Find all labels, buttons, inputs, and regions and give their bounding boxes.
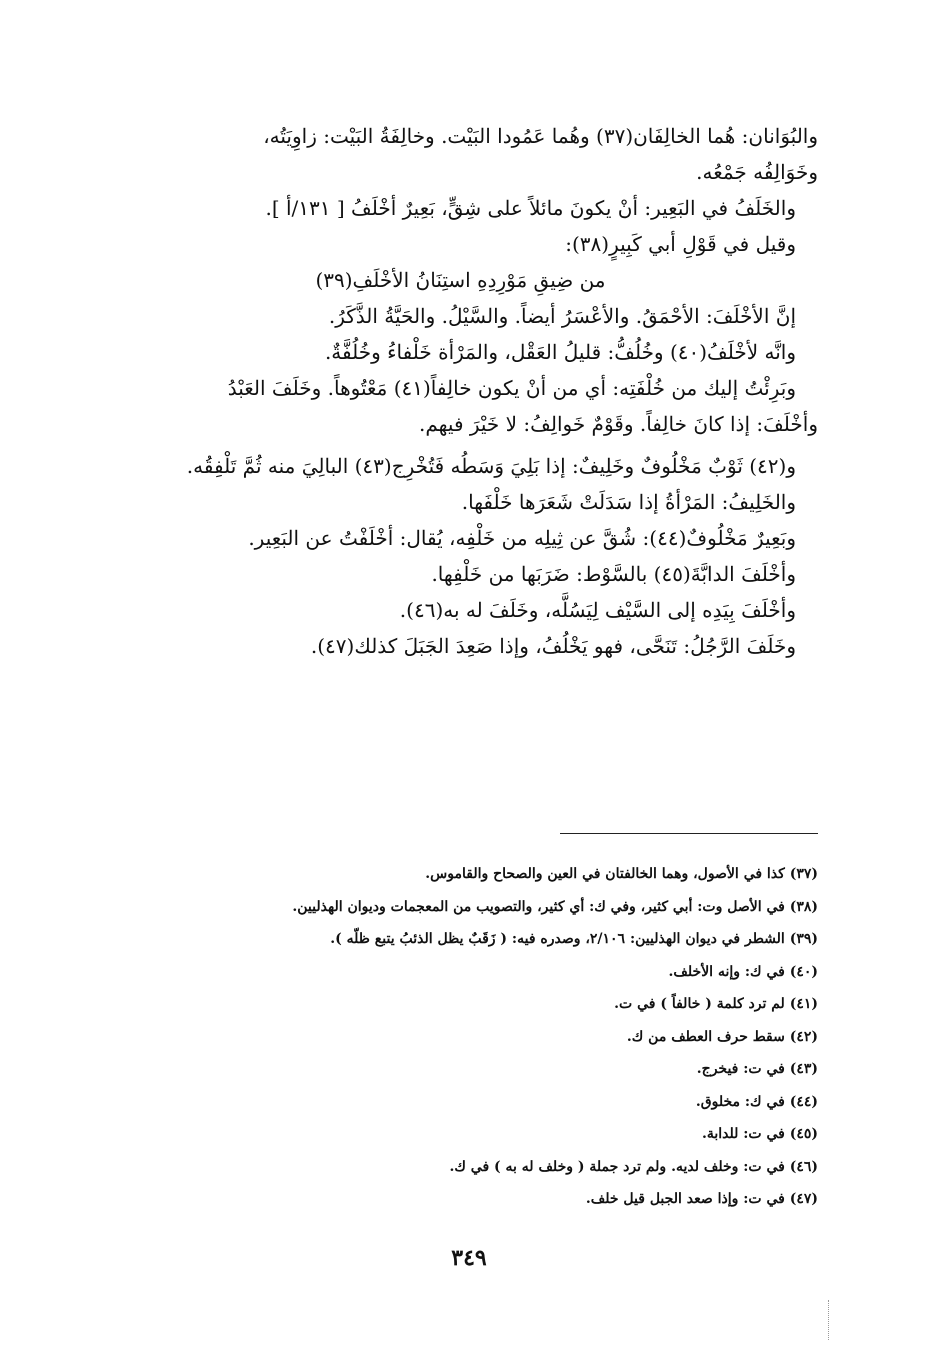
footnote: (٤٦) في ت: وخلف لديه. ولم ترد جملة ( وخلف له به ) في ك. (449, 1158, 818, 1175)
footnotes (113, 858, 818, 1216)
main-text (113, 118, 818, 664)
text-line: والخَلَفُ في البَعِير: أنْ يكونَ مائلاً على شِقٍّ، بَعِيرٌ أخْلَفُ [ ١٣١/أ ]. (265, 196, 796, 220)
text-line: وبَعِيرٌ مَخْلُوفٌ(٤٤): شُقَّ عن ثِيلِه من خَلْفِه، يُقال: أخْلَفْتُ عن البَعِير. (248, 526, 796, 550)
text-line: وبَرِئْتُ إليك من خُلْفَتِه: أي من أنْ يكون خالِفاً(٤١) مَعْتُوهاً. وخَلَفَ العَبْدُ (227, 376, 796, 400)
text-line: وخَلَفَ الرَّجُلُ: تَنَحَّى، فهو يَخْلُفُ، وإذا صَعِدَ الجَبَلَ كذلك(٤٧). (310, 634, 796, 658)
footnote: (٣٨) في الأصل وت: أبي كثير، وفي ك: أي كثير، والتصويب من المعجمات وديوان الهذليين. (292, 898, 818, 915)
footnote: (٤٠) في ك: وإنه الأخلف. (668, 963, 818, 980)
text-line: وأخْلَفَ الدابَّةَ(٤٥) بالسَّوْط: ضَرَبَها من خَلْفِها. (431, 562, 796, 586)
footnote-separator (560, 833, 818, 834)
footnote: (٤٤) في ك: مخلوق. (695, 1093, 818, 1110)
text-line: وقيل في قَوْلِ أبي كَبِيرٍ(٣٨): (565, 232, 796, 256)
footnote: (٤٧) في ت: وإذا صعد الجبل قيل خلف. (585, 1191, 818, 1207)
footnote: (٣٩) الشطر في ديوان الهذليين: ٢/١٠٦، وصدره فيه: ( زَقَبٌ يظل الذئبُ يتبع ظلّه ). (330, 931, 818, 947)
text-line: إنَّ الأخْلَفَ: الأحْمَقُ. والأعْسَرُ أيضاً. والسَّيْلُ. والحَيَّةُ الذَّكَرُ. (328, 304, 796, 328)
text-line: والبُوَانان: هُما الخالِفَان(٣٧) وهُما عَمُودا البَيْت. وخالِفَةُ البَيْت: زاوِيَتُه، (263, 124, 818, 148)
text-line: وأخْلَفَ: إذا كانَ خالِفاً. وقَوْمٌ خَوالِفُ: لا خَيْرَ فيهم. (419, 412, 818, 436)
text-line: وخَوَالِفُه جَمْعُه. (696, 160, 818, 184)
page-number: ٣٤٩ (451, 1245, 487, 1271)
footnote: (٤٣) في ت: فيخرج. (696, 1061, 818, 1077)
footnote: (٤٢) سقط حرف العطف من ك. (626, 1028, 818, 1045)
footnote: (٣٧) كذا في الأصول، وهما الخالفتان في العين والصحاح والقاموس. (425, 866, 818, 882)
text-line: والخَلِيفُ: المَرْأةُ إذا سَدَلَتْ شَعَرَها خَلْفَها. (461, 490, 796, 514)
footnote: (٤٥) في ت: للدابة. (701, 1126, 818, 1142)
footnote: (٤١) لم ترد كلمة ( خالفاً ) في ت. (614, 996, 818, 1012)
text-line: وانَّه لأخْلَفُ(٤٠) وخُلُفُّ: قليلُ العَقْل، والمَرْأة خَلْفاءُ وخُلُفَّةٌ. (324, 340, 796, 364)
scan-edge-mark (828, 1300, 829, 1340)
text-line: وأخْلَفَ بِيَدِه إلى السَّيْف لِيَسُلَّه، وخَلَفَ له به(٤٦). (399, 598, 796, 622)
verse-line: من ضِيقِ مَوْرِدِهِ استِنَانُ الأخْلَفِ(٣٩) (315, 268, 606, 292)
text-line: و(٤٢) ثَوْبٌ مَخْلُوفٌ وخَلِيفٌ: إذا بَلِيَ وَسَطُه فَتُخْرِج(٤٣) البالِيَ منه ثُمَّ تَلْفِقُه. (186, 454, 796, 478)
